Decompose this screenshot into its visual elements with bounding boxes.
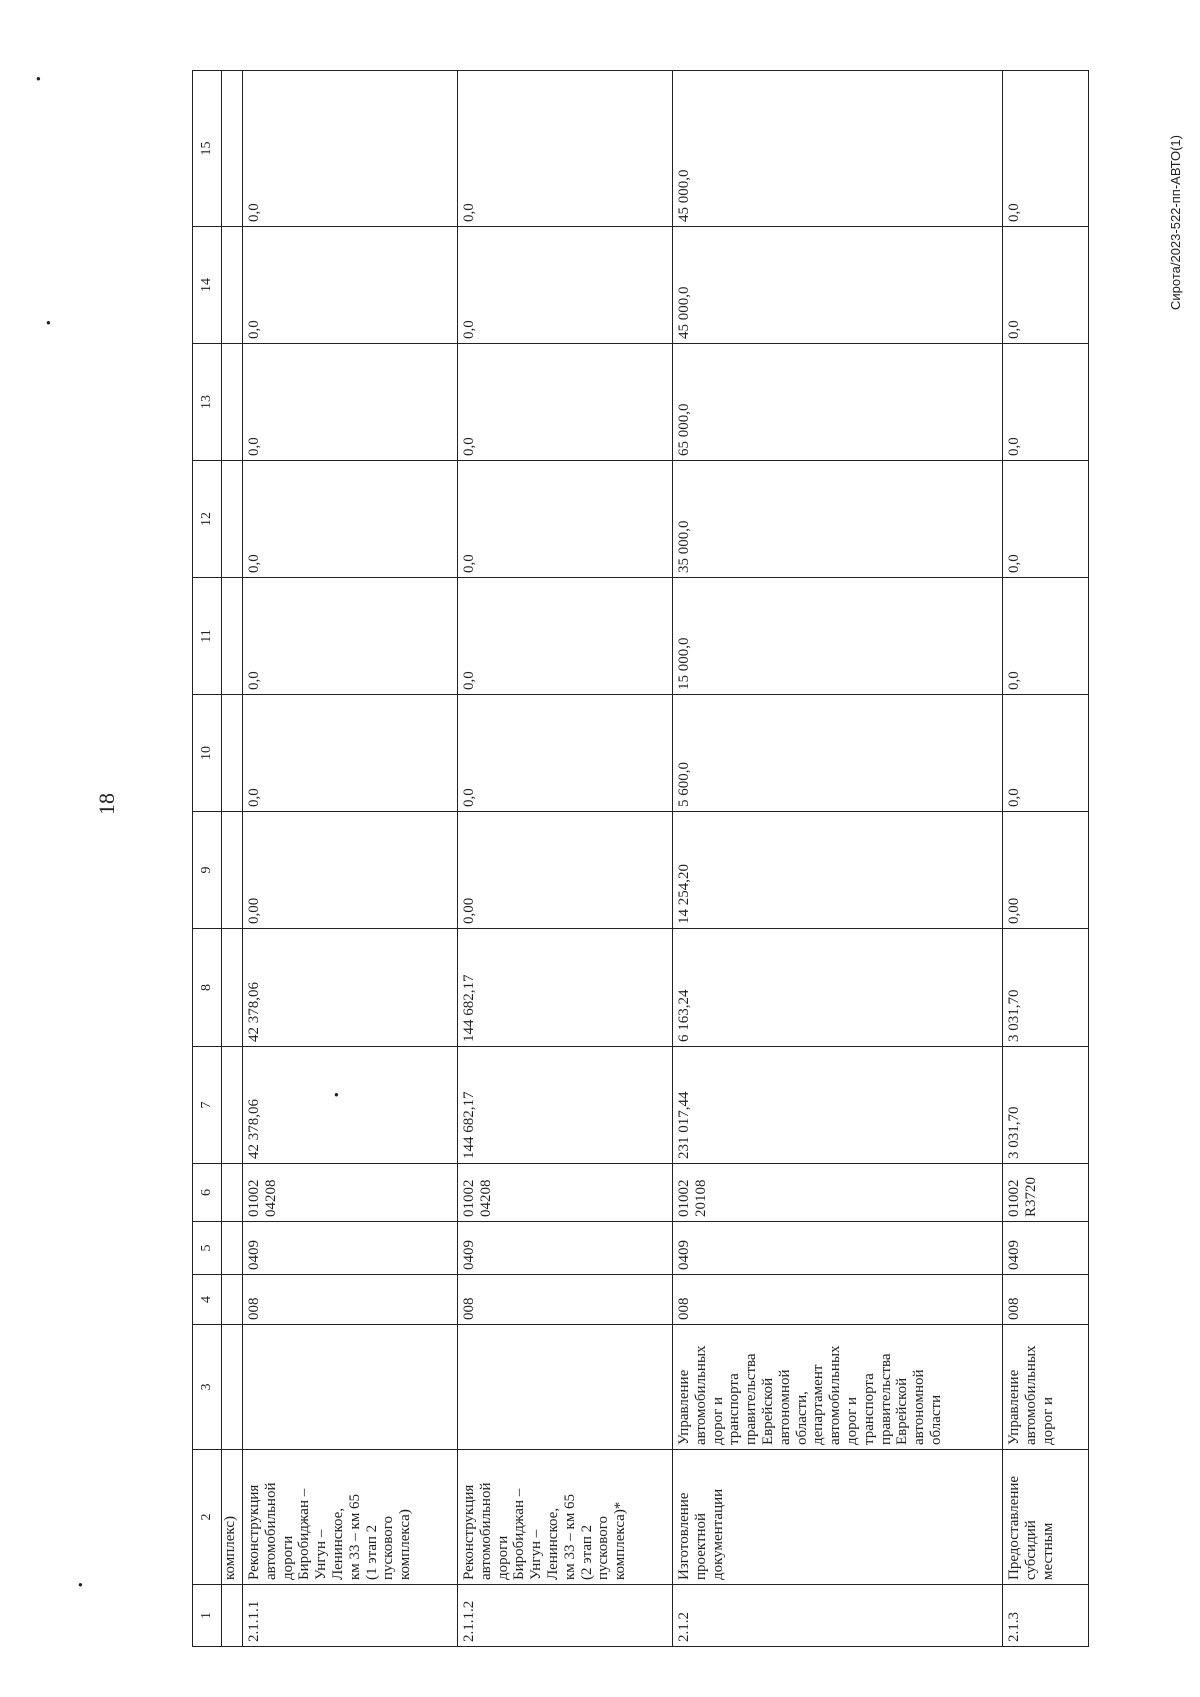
column-header: 8 [193, 929, 222, 1047]
scan-speck: ● [46, 318, 51, 327]
cell-value: 0,0 [458, 71, 673, 227]
cell-value: 0,00 [243, 812, 458, 929]
cell-value: 3 031,70 [1003, 929, 1089, 1047]
cell-value: 0,00 [1003, 812, 1089, 929]
column-header: 13 [193, 344, 222, 461]
row-name: Реконструкция автомобильной дороги Биробиджан – Унгун – Ленинское, км 33 – км 65 (1 этап 2 пускового комплекса) [243, 1450, 458, 1585]
scan-speck: ● [78, 1580, 83, 1589]
budget-table-wrapper [192, 71, 1089, 1647]
column-header: 6 [193, 1164, 222, 1222]
budget-table [192, 70, 1089, 1647]
column-header: 4 [193, 1275, 222, 1325]
column-header: 15 [193, 71, 222, 227]
column-header: 2 [193, 1450, 222, 1585]
cell-grbs: 008 [673, 1275, 1003, 1325]
column-header: 11 [193, 578, 222, 695]
cell-value: 0,0 [1003, 227, 1089, 344]
cell-value: 65 000,0 [673, 344, 1003, 461]
cell-value: 0,0 [1003, 695, 1089, 812]
cell-value: 0,0 [243, 461, 458, 578]
cell-value: 35 000,0 [673, 461, 1003, 578]
cell-value: 0,0 [243, 344, 458, 461]
column-header: 1 [193, 1585, 222, 1647]
cell-target-code: 01002 04208 [458, 1164, 673, 1222]
row-name: Предоставление субсидий местным [1003, 1450, 1089, 1585]
cell-value: 0,0 [1003, 578, 1089, 695]
cell-value: 231 017,44 [673, 1047, 1003, 1164]
cell-value: 45 000,0 [673, 71, 1003, 227]
row-name: Реконструкция автомобильной дороги Биробиджан – Унгун – Ленинское, км 33 – км 65 (2 этап 2 пускового комплекса)* [458, 1450, 673, 1585]
cell-value: 0,0 [1003, 71, 1089, 227]
cell-value: 0,0 [243, 71, 458, 227]
cell-value: 3 031,70 [1003, 1047, 1089, 1164]
continuation-row [222, 71, 243, 1647]
column-header: 14 [193, 227, 222, 344]
cell-value: 144 682,17 [458, 929, 673, 1047]
column-header: 3 [193, 1325, 222, 1450]
header-row [193, 71, 222, 1647]
page-number: 18 [94, 793, 119, 815]
column-header: 10 [193, 695, 222, 812]
row-number: 2.1.3 [1003, 1585, 1089, 1647]
table-row [1003, 71, 1089, 1647]
cell-section: 0409 [243, 1222, 458, 1275]
cell-value: 0,0 [1003, 344, 1089, 461]
table-row [458, 71, 673, 1647]
scan-speck: ● [334, 1090, 339, 1099]
footer-document-code: Сирота/2023-522-пп-АВТО(1) [1168, 135, 1183, 310]
row-responsible [243, 1325, 458, 1450]
cell-grbs: 008 [458, 1275, 673, 1325]
cell-target-code: 01002 20108 [673, 1164, 1003, 1222]
cell-value: 6 163,24 [673, 929, 1003, 1047]
cell-value: 144 682,17 [458, 1047, 673, 1164]
column-header: 7 [193, 1047, 222, 1164]
cell-value: 0,0 [243, 227, 458, 344]
cell-section: 0409 [458, 1222, 673, 1275]
cell-value: 0,0 [458, 578, 673, 695]
cell-value: 0,0 [458, 344, 673, 461]
row-number: 2.1.1.1 [243, 1585, 458, 1647]
row-responsible: Управление автомобильных дорог и транспорта правительства Еврейской автономной области, департамент автомобильных дорог и транспорта правительства Еврейской автономной области [673, 1325, 1003, 1450]
column-header: 9 [193, 812, 222, 929]
continuation-name: комплекс) [222, 1450, 243, 1585]
cell-value: 0,0 [1003, 461, 1089, 578]
cell-value: 0,0 [458, 227, 673, 344]
row-responsible: Управление автомобильных дорог и [1003, 1325, 1089, 1450]
row-number: 2.1.1.2 [458, 1585, 673, 1647]
cell-value: 0,0 [243, 695, 458, 812]
cell-value: 0,0 [243, 578, 458, 695]
cell-value: 5 600,0 [673, 695, 1003, 812]
cell-value: 42 378,06 [243, 929, 458, 1047]
row-responsible [458, 1325, 673, 1450]
scan-speck: ● [36, 74, 41, 83]
cell-target-code: 01002 R3720 [1003, 1164, 1089, 1222]
table-row [243, 71, 458, 1647]
cell-value: 0,0 [458, 461, 673, 578]
cell-value: 14 254,20 [673, 812, 1003, 929]
cell-section: 0409 [673, 1222, 1003, 1275]
column-header: 5 [193, 1222, 222, 1275]
row-name: Изготовление проектной документации [673, 1450, 1003, 1585]
cell-section: 0409 [1003, 1222, 1089, 1275]
cell-value: 45 000,0 [673, 227, 1003, 344]
cell-value: 42 378,06 [243, 1047, 458, 1164]
row-number: 2.1.2 [673, 1585, 1003, 1647]
cell-target-code: 01002 04208 [243, 1164, 458, 1222]
column-header: 12 [193, 461, 222, 578]
table-row [673, 71, 1003, 1647]
cell-grbs: 008 [1003, 1275, 1089, 1325]
cell-value: 0,0 [458, 695, 673, 812]
cell-grbs: 008 [243, 1275, 458, 1325]
cell-value: 0,00 [458, 812, 673, 929]
cell-value: 15 000,0 [673, 578, 1003, 695]
